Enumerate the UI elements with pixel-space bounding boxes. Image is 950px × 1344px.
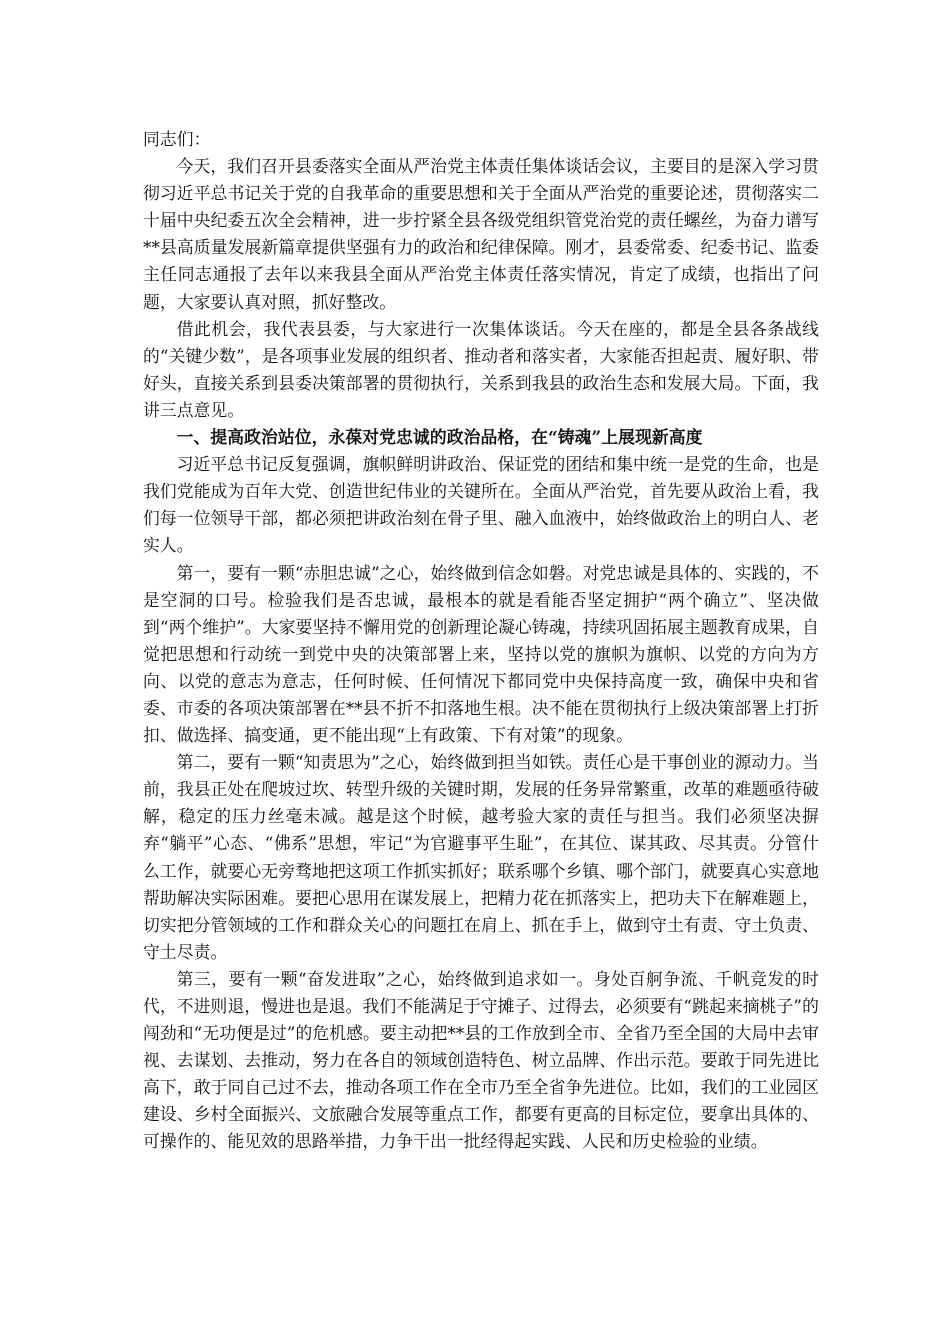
section-1-paragraph-1: 习近平总书记反复强调，旗帜鲜明讲政治、保证党的团结和集中统一是党的生命，也是我们党能成为百年大党、创造世纪伟业的关键所在。全面从严治党，首先要从政治上看，我们每一位领导干部，都必须把讲政治刻在骨子里、融入血液中，始终做政治上的明白人、老实人。: [143, 454, 819, 556]
section-1-paragraph-4: 第三，要有一颗“奋发进取”之心，始终做到追求如一。身处百舸争流、千帆竞发的时代，不进则退，慢进也是退。我们不能满足于守摊子、过得去，必须要有“跳起来摘桃子”的闯劲和“无功便是过”的危机感。要主动把**县的工作放到全市、全省乃至全国的大局中去审视、去谋划、去推动，努力在各自的领域创造特色、树立品牌、作出示范。要敢于同先进比高下，敢于同自己过不去，推动各项工作在全市乃至全省争先进位。比如，我们的工业园区建设、乡村全面振兴、文旅融合发展等重点工作，都要有更高的目标定位，要拿出具体的、可操作的、能见效的思路举措，力争干出一批经得起实践、人民和历史检验的业绩。: [143, 968, 819, 1152]
intro-paragraph-1: 今天，我们召开县委落实全面从严治党主体责任集体谈话会议，主要目的是深入学习贯彻习近平总书记关于党的自我革命的重要思想和关于全面从严治党的重要论述，贯彻落实二十届中央纪委五次全会精神，进一步拧紧全县各级党组织管党治党的责任螺丝，为奋力谱写**县高质量发展新篇章提供坚强有力的政治和纪律保障。刚才，县委常委、纪委书记、监委主任同志通报了去年以来我县全面从严治党主体责任落实情况，肯定了成绩，也指出了问题，大家要认真对照，抓好整改。: [143, 156, 819, 312]
intro-paragraph-2: 借此机会，我代表县委，与大家进行一次集体谈话。今天在座的，都是全县各条战线的“关键少数”，是各项事业发展的组织者、推动者和落实者，大家能否担起责、履好职、带好头，直接关系到县委决策部署的贯彻执行，关系到我县的政治生态和发展大局。下面，我讲三点意见。: [143, 318, 819, 420]
section-1-paragraph-2: 第一，要有一颗“赤胆忠诚”之心，始终做到信念如磐。对党忠诚是具体的、实践的，不是空洞的口号。检验我们是否忠诚，最根本的就是看能否坚定拥护“两个确立”、坚决做到“两个维护”。大家要坚持不懈用党的创新理论凝心铸魂，持续巩固拓展主题教育成果，自觉把思想和行动统一到党中央的决策部署上来，坚持以党的旗帜为旗帜、以党的方向为方向、以党的意志为意志，任何时候、任何情况下都同党中央保持高度一致，确保中央和省委、市委的各项决策部署在**县不折不扣落地生根。决不能在贯彻执行上级决策部署上打折扣、做选择、搞变通，更不能出现“上有政策、下有对策”的现象。: [143, 562, 819, 746]
section-1-paragraph-3: 第二，要有一颗“知责思为”之心，始终做到担当如铁。责任心是干事创业的源动力。当前，我县正处在爬坡过坎、转型升级的关键时期，发展的任务异常繁重，改革的难题亟待破解，稳定的压力丝毫未减。越是这个时候，越考验大家的责任与担当。我们必须坚决摒弃“躺平”心态、“佛系”思想，牢记“为官避事平生耻”，在其位、谋其政、尽其责。分管什么工作，就要心无旁骛地把这项工作抓实抓好；联系哪个乡镇、哪个部门，就要真心实意地帮助解决实际困难。要把心思用在谋发展上，把精力花在抓落实上，把功夫下在解难题上，切实把分管领域的工作和群众关心的问题扛在肩上、抓在手上，做到守土有责、守土负责、守土尽责。: [143, 752, 819, 962]
document-body: [143, 126, 819, 1156]
salutation: 同志们：: [143, 129, 211, 149]
section-heading-1: 一、提高政治站位，永葆对党忠诚的政治品格，在“铸魂”上展现新高度: [176, 427, 703, 448]
